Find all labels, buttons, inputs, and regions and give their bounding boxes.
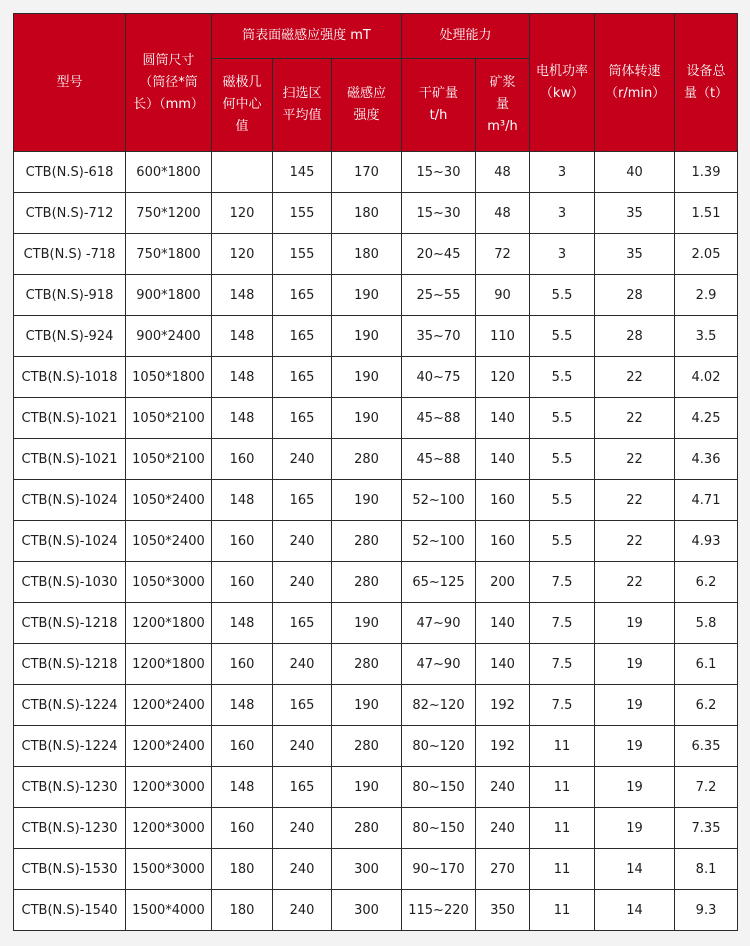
drum-speed-cell: 19 [595,767,675,808]
motor-power-cell: 5.5 [530,480,595,521]
model-cell: CTB(N.S)-1540 [14,890,126,931]
slurry-cell: 192 [476,685,530,726]
table-row [14,890,738,931]
sweep-avg-cell: 155 [273,193,332,234]
sweep-avg-cell: 240 [273,562,332,603]
col-dry-ore-header: 干矿量t/h [402,59,476,152]
induction-cell: 280 [332,644,402,685]
motor-power-cell: 11 [530,726,595,767]
pole-center-cell: 160 [212,726,273,767]
motor-power-cell: 5.5 [530,275,595,316]
slurry-cell: 140 [476,603,530,644]
dry-ore-cell: 80~150 [402,767,476,808]
model-cell: CTB(N.S)-918 [14,275,126,316]
drum-size-cell: 1050*3000 [126,562,212,603]
slurry-cell: 350 [476,890,530,931]
drum-size-cell: 1050*2400 [126,521,212,562]
drum-speed-cell: 19 [595,726,675,767]
drum-speed-cell: 22 [595,521,675,562]
slurry-cell: 120 [476,357,530,398]
pole-center-cell: 160 [212,562,273,603]
model-cell: CTB(N.S)-1230 [14,808,126,849]
induction-cell: 190 [332,685,402,726]
weight-cell: 4.02 [675,357,738,398]
weight-cell: 6.1 [675,644,738,685]
motor-power-cell: 7.5 [530,644,595,685]
motor-power-cell: 3 [530,193,595,234]
drum-size-cell: 750*1200 [126,193,212,234]
motor-power-cell: 7.5 [530,562,595,603]
induction-cell: 190 [332,767,402,808]
pole-center-cell: 148 [212,275,273,316]
col-weight-header: 设备总量（t） [675,14,738,152]
table-row [14,193,738,234]
pole-center-cell: 148 [212,357,273,398]
model-cell: CTB(N.S)-1021 [14,439,126,480]
table-header [14,14,738,152]
table-row [14,275,738,316]
table-row [14,234,738,275]
sweep-avg-cell: 240 [273,849,332,890]
weight-cell: 6.2 [675,562,738,603]
table-row [14,767,738,808]
induction-cell: 300 [332,849,402,890]
model-cell: CTB(N.S)-1021 [14,398,126,439]
weight-cell: 3.5 [675,316,738,357]
pole-center-cell: 120 [212,193,273,234]
drum-speed-cell: 19 [595,603,675,644]
drum-speed-cell: 22 [595,439,675,480]
pole-center-cell: 160 [212,439,273,480]
induction-cell: 180 [332,193,402,234]
drum-size-cell: 900*1800 [126,275,212,316]
induction-cell: 170 [332,152,402,193]
dry-ore-cell: 52~100 [402,521,476,562]
sweep-avg-cell: 165 [273,767,332,808]
drum-size-cell: 1200*3000 [126,767,212,808]
weight-cell: 1.39 [675,152,738,193]
col-motor-power-header: 电机功率（kw） [530,14,595,152]
slurry-cell: 140 [476,398,530,439]
model-cell: CTB(N.S)-1030 [14,562,126,603]
model-cell: CTB(N.S)-1024 [14,480,126,521]
model-cell: CTB(N.S)-1224 [14,726,126,767]
weight-cell: 2.05 [675,234,738,275]
slurry-cell: 200 [476,562,530,603]
drum-size-cell: 1050*2400 [126,480,212,521]
motor-power-cell: 11 [530,808,595,849]
model-cell: CTB(N.S)-1218 [14,603,126,644]
drum-speed-cell: 19 [595,644,675,685]
weight-cell: 7.35 [675,808,738,849]
pole-center-cell: 148 [212,767,273,808]
sweep-avg-cell: 165 [273,603,332,644]
drum-size-cell: 1200*2400 [126,685,212,726]
pole-center-cell: 148 [212,603,273,644]
dry-ore-cell: 25~55 [402,275,476,316]
table-row [14,726,738,767]
slurry-cell: 140 [476,644,530,685]
sweep-avg-cell: 165 [273,685,332,726]
motor-power-cell: 3 [530,234,595,275]
induction-cell: 180 [332,234,402,275]
drum-size-cell: 900*2400 [126,316,212,357]
table-row [14,316,738,357]
table-row [14,849,738,890]
drum-speed-cell: 19 [595,808,675,849]
drum-size-cell: 1050*2100 [126,398,212,439]
weight-cell: 4.25 [675,398,738,439]
weight-cell: 5.8 [675,603,738,644]
dry-ore-cell: 45~88 [402,439,476,480]
model-cell: CTB(N.S)-618 [14,152,126,193]
model-cell: CTB(N.S)-924 [14,316,126,357]
weight-cell: 7.2 [675,767,738,808]
model-cell: CTB(N.S)-1224 [14,685,126,726]
drum-speed-cell: 19 [595,685,675,726]
induction-cell: 280 [332,521,402,562]
model-cell: CTB(N.S)-1530 [14,849,126,890]
induction-cell: 300 [332,890,402,931]
pole-center-cell: 148 [212,398,273,439]
motor-power-cell: 5.5 [530,439,595,480]
slurry-cell: 90 [476,275,530,316]
pole-center-cell: 148 [212,316,273,357]
dry-ore-cell: 80~120 [402,726,476,767]
table-row [14,644,738,685]
drum-speed-cell: 35 [595,234,675,275]
table-row [14,398,738,439]
induction-cell: 190 [332,603,402,644]
sweep-avg-cell: 165 [273,357,332,398]
dry-ore-cell: 90~170 [402,849,476,890]
weight-cell: 4.36 [675,439,738,480]
drum-size-cell: 750*1800 [126,234,212,275]
weight-cell: 6.35 [675,726,738,767]
dry-ore-cell: 15~30 [402,193,476,234]
table-row [14,603,738,644]
motor-power-cell: 7.5 [530,685,595,726]
induction-cell: 280 [332,439,402,480]
pole-center-cell: 160 [212,808,273,849]
dry-ore-cell: 35~70 [402,316,476,357]
slurry-cell: 270 [476,849,530,890]
sweep-avg-cell: 165 [273,275,332,316]
dry-ore-cell: 82~120 [402,685,476,726]
model-cell: CTB(N.S)-1018 [14,357,126,398]
induction-cell: 190 [332,480,402,521]
table-row [14,521,738,562]
drum-size-cell: 1050*2100 [126,439,212,480]
col-slurry-header: 矿浆量 m³/h [476,59,530,152]
dry-ore-cell: 52~100 [402,480,476,521]
table-row [14,685,738,726]
drum-speed-cell: 40 [595,152,675,193]
weight-cell: 9.3 [675,890,738,931]
dry-ore-cell: 15~30 [402,152,476,193]
slurry-cell: 48 [476,152,530,193]
drum-size-cell: 600*1800 [126,152,212,193]
sweep-avg-cell: 240 [273,890,332,931]
motor-power-cell: 5.5 [530,357,595,398]
induction-cell: 280 [332,726,402,767]
drum-size-cell: 1200*3000 [126,808,212,849]
table-body [14,152,738,931]
dry-ore-cell: 115~220 [402,890,476,931]
surface-field-group-header: 筒表面磁感应强度 mT [212,14,402,59]
drum-speed-cell: 22 [595,357,675,398]
motor-power-cell: 7.5 [530,603,595,644]
weight-cell: 4.93 [675,521,738,562]
sweep-avg-cell: 240 [273,808,332,849]
motor-power-cell: 11 [530,849,595,890]
sweep-avg-cell: 240 [273,644,332,685]
model-cell: CTB(N.S)-1218 [14,644,126,685]
col-drum-speed-header: 筒体转速（r/min） [595,14,675,152]
slurry-cell: 240 [476,767,530,808]
dry-ore-cell: 40~75 [402,357,476,398]
dry-ore-cell: 47~90 [402,644,476,685]
slurry-cell: 140 [476,439,530,480]
slurry-cell: 110 [476,316,530,357]
slurry-cell: 72 [476,234,530,275]
weight-cell: 8.1 [675,849,738,890]
capacity-group-header: 处理能力 [402,14,530,59]
motor-power-cell: 5.5 [530,521,595,562]
induction-cell: 190 [332,316,402,357]
weight-cell: 2.9 [675,275,738,316]
drum-speed-cell: 35 [595,193,675,234]
slurry-cell: 160 [476,480,530,521]
drum-size-cell: 1500*3000 [126,849,212,890]
drum-speed-cell: 22 [595,398,675,439]
pole-center-cell: 180 [212,849,273,890]
induction-cell: 280 [332,562,402,603]
slurry-cell: 160 [476,521,530,562]
table-row [14,152,738,193]
drum-speed-cell: 22 [595,562,675,603]
model-cell: CTB(N.S)-712 [14,193,126,234]
dry-ore-cell: 20~45 [402,234,476,275]
table-row [14,439,738,480]
sweep-avg-cell: 240 [273,521,332,562]
induction-cell: 280 [332,808,402,849]
sweep-avg-cell: 165 [273,398,332,439]
pole-center-cell: 120 [212,234,273,275]
sweep-avg-cell: 240 [273,439,332,480]
weight-cell: 4.71 [675,480,738,521]
sweep-avg-cell: 240 [273,726,332,767]
motor-power-cell: 11 [530,890,595,931]
slurry-cell: 48 [476,193,530,234]
pole-center-cell: 160 [212,521,273,562]
table-row [14,562,738,603]
table-row [14,480,738,521]
sweep-avg-cell: 165 [273,316,332,357]
pole-center-cell [212,152,273,193]
pole-center-cell: 148 [212,685,273,726]
drum-speed-cell: 14 [595,890,675,931]
drum-size-cell: 1050*1800 [126,357,212,398]
sweep-avg-cell: 165 [273,480,332,521]
drum-speed-cell: 28 [595,316,675,357]
pole-center-cell: 180 [212,890,273,931]
pole-center-cell: 148 [212,480,273,521]
induction-cell: 190 [332,398,402,439]
sweep-avg-cell: 145 [273,152,332,193]
table-row [14,357,738,398]
weight-cell: 1.51 [675,193,738,234]
pole-center-cell: 160 [212,644,273,685]
drum-speed-cell: 28 [595,275,675,316]
col-pole-center-header: 磁极几何中心值 [212,59,273,152]
drum-size-cell: 1500*4000 [126,890,212,931]
induction-cell: 190 [332,275,402,316]
col-induction-header: 磁感应强度 [332,59,402,152]
dry-ore-cell: 47~90 [402,603,476,644]
slurry-cell: 192 [476,726,530,767]
table-row [14,808,738,849]
drum-size-cell: 1200*1800 [126,603,212,644]
drum-speed-cell: 14 [595,849,675,890]
motor-power-cell: 5.5 [530,316,595,357]
model-cell: CTB(N.S) -718 [14,234,126,275]
model-cell: CTB(N.S)-1024 [14,521,126,562]
dry-ore-cell: 80~150 [402,808,476,849]
dry-ore-cell: 65~125 [402,562,476,603]
slurry-cell: 240 [476,808,530,849]
sweep-avg-cell: 155 [273,234,332,275]
col-drum-size-header: 圆筒尺寸（筒径*筒长）（mm） [126,14,212,152]
model-cell: CTB(N.S)-1230 [14,767,126,808]
drum-size-cell: 1200*2400 [126,726,212,767]
col-sweep-avg-header: 扫选区平均值 [273,59,332,152]
col-model-header: 型号 [14,14,126,152]
spec-table [13,13,738,931]
motor-power-cell: 5.5 [530,398,595,439]
induction-cell: 190 [332,357,402,398]
dry-ore-cell: 45~88 [402,398,476,439]
motor-power-cell: 3 [530,152,595,193]
motor-power-cell: 11 [530,767,595,808]
drum-speed-cell: 22 [595,480,675,521]
drum-size-cell: 1200*1800 [126,644,212,685]
weight-cell: 6.2 [675,685,738,726]
